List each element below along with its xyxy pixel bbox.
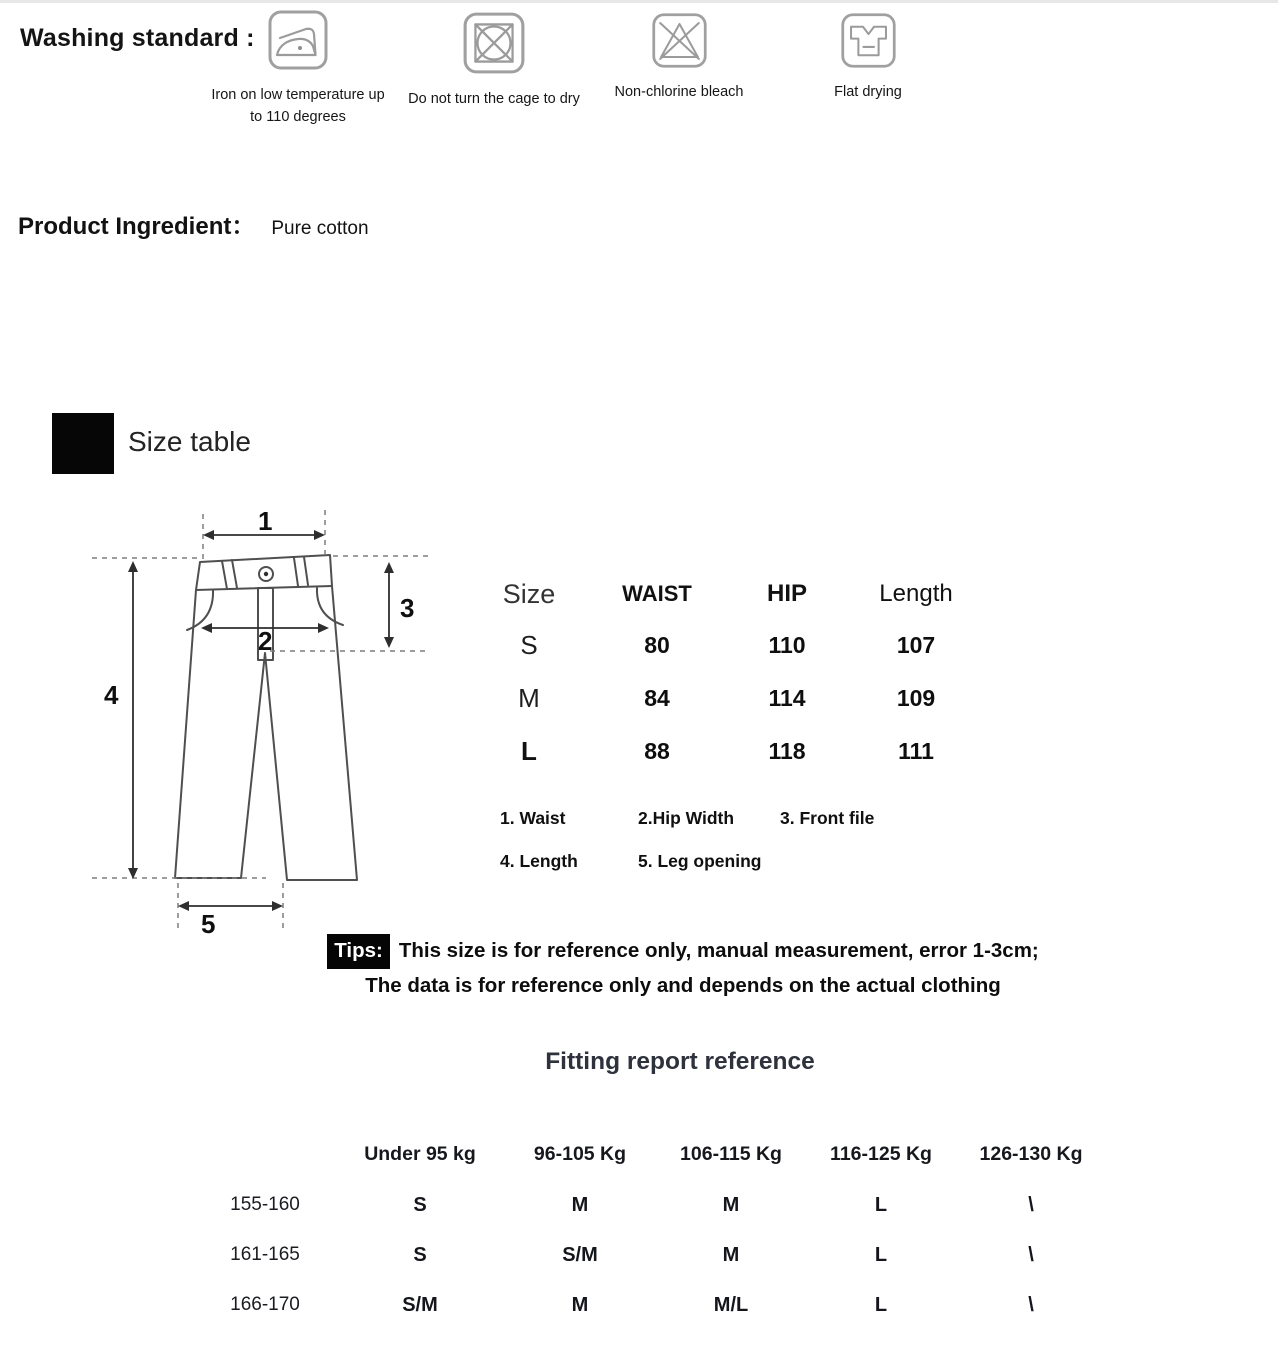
fitting-cell: M [571,1193,589,1216]
washing-item-bleach [589,12,769,104]
fitting-cell: M [571,1293,589,1316]
size-label: L [521,735,537,766]
page-top-divider [0,0,1278,3]
flat-drying-icon [840,12,897,69]
washing-standard-title: Washing standard : [20,24,255,52]
legend-item-waist: 1. Waist [500,808,566,828]
size-chart-row-l [470,722,984,780]
tips-text-1: This size is for reference only, manual measurement, error 1-3cm; [398,939,1039,962]
washing-item-iron [206,8,390,129]
washing-item-label: Flat drying [834,84,902,100]
size-label: M [518,682,540,713]
height-range: 161-165 [230,1244,300,1265]
product-ingredient-label: Product Ingredient： [18,213,256,240]
washing-item-label: Iron on low temperature up to 110 degrees [211,87,385,125]
fitting-cell: L [874,1293,888,1316]
pants-measurement-diagram [80,500,460,940]
diagram-marker-3: 3 [400,593,415,623]
height-range: 155-160 [230,1194,300,1215]
length-value: 109 [896,684,936,711]
fitting-col-126-130: 126-130 Kg [979,1142,1083,1165]
legend-item-leg-opening: 5. Leg opening [638,851,762,871]
fitting-cell: S/M [562,1243,598,1266]
fitting-cell: \ [1028,1193,1034,1216]
height-range: 166-170 [230,1294,300,1315]
fitting-col-116-125: 116-125 Kg [830,1142,932,1165]
fitting-header-row [190,1128,1102,1180]
size-label: S [520,629,538,660]
section-marker-square [52,413,114,474]
length-value: 111 [898,737,934,764]
iron-icon [267,8,329,72]
fitting-col-under95: Under 95 kg [364,1142,476,1165]
tips-line-1 [88,934,1278,969]
diagram-marker-2: 2 [258,626,273,656]
fitting-cell: L [874,1243,888,1266]
washing-item-flat-dry [778,12,958,104]
product-ingredient-row [18,206,369,241]
hip-value: 110 [768,631,806,658]
fitting-row-166-170 [190,1280,1102,1330]
size-chart-col-hip: HIP [766,580,807,607]
washing-item-label: Non-chlorine bleach [614,84,744,100]
measurement-legend [500,808,960,872]
size-chart-row-s [470,616,984,674]
tips-note [88,934,1278,1002]
hip-value: 114 [768,684,806,711]
size-chart-table [470,572,984,780]
fitting-cell: \ [1028,1243,1034,1266]
size-chart-col-waist: WAIST [622,581,692,606]
waist-value: 84 [644,684,670,711]
tips-line-2: The data is for reference only and depends on the actual clothing [365,974,1001,997]
fitting-cell: S [413,1193,427,1216]
fitting-report-table [190,1128,1102,1330]
fitting-report-title: Fitting report reference [545,1048,815,1075]
length-value: 107 [896,631,936,658]
diagram-marker-4: 4 [104,680,119,710]
tips-badge: Tips: [327,934,390,969]
hip-value: 118 [768,737,806,764]
diagram-marker-1: 1 [258,506,273,536]
fitting-cell: S [413,1243,427,1266]
legend-item-hip-width: 2.Hip Width [638,808,735,828]
size-chart-header-row [470,572,984,616]
product-ingredient-value: Pure cotton [271,218,369,239]
washing-item-label: Do not turn the cage to dry [408,91,580,107]
washing-item-tumble-dry [404,10,584,111]
fitting-cell: L [874,1193,888,1216]
fitting-cell: M/L [713,1293,749,1316]
fitting-cell: \ [1028,1293,1034,1316]
fitting-col-106-115: 106-115 Kg [680,1142,782,1165]
fitting-cell: M [722,1193,740,1216]
size-table-title: Size table [128,426,251,457]
fitting-row-161-165 [190,1230,1102,1280]
size-chart-col-length: Length [879,580,953,607]
size-chart-col-size: Size [502,578,556,609]
waist-value: 80 [644,631,670,658]
fitting-cell: M [722,1243,740,1266]
do-not-tumble-dry-icon [462,10,526,76]
non-chlorine-bleach-icon [651,12,708,69]
diagram-marker-5: 5 [201,909,216,939]
fitting-col-96-105: 96-105 Kg [533,1142,627,1165]
legend-item-front-file: 3. Front file [780,808,875,828]
fitting-row-155-160 [190,1180,1102,1230]
legend-item-length: 4. Length [500,851,578,871]
size-chart-row-m [470,674,984,722]
waist-value: 88 [644,737,670,764]
fitting-cell: S/M [402,1293,438,1316]
